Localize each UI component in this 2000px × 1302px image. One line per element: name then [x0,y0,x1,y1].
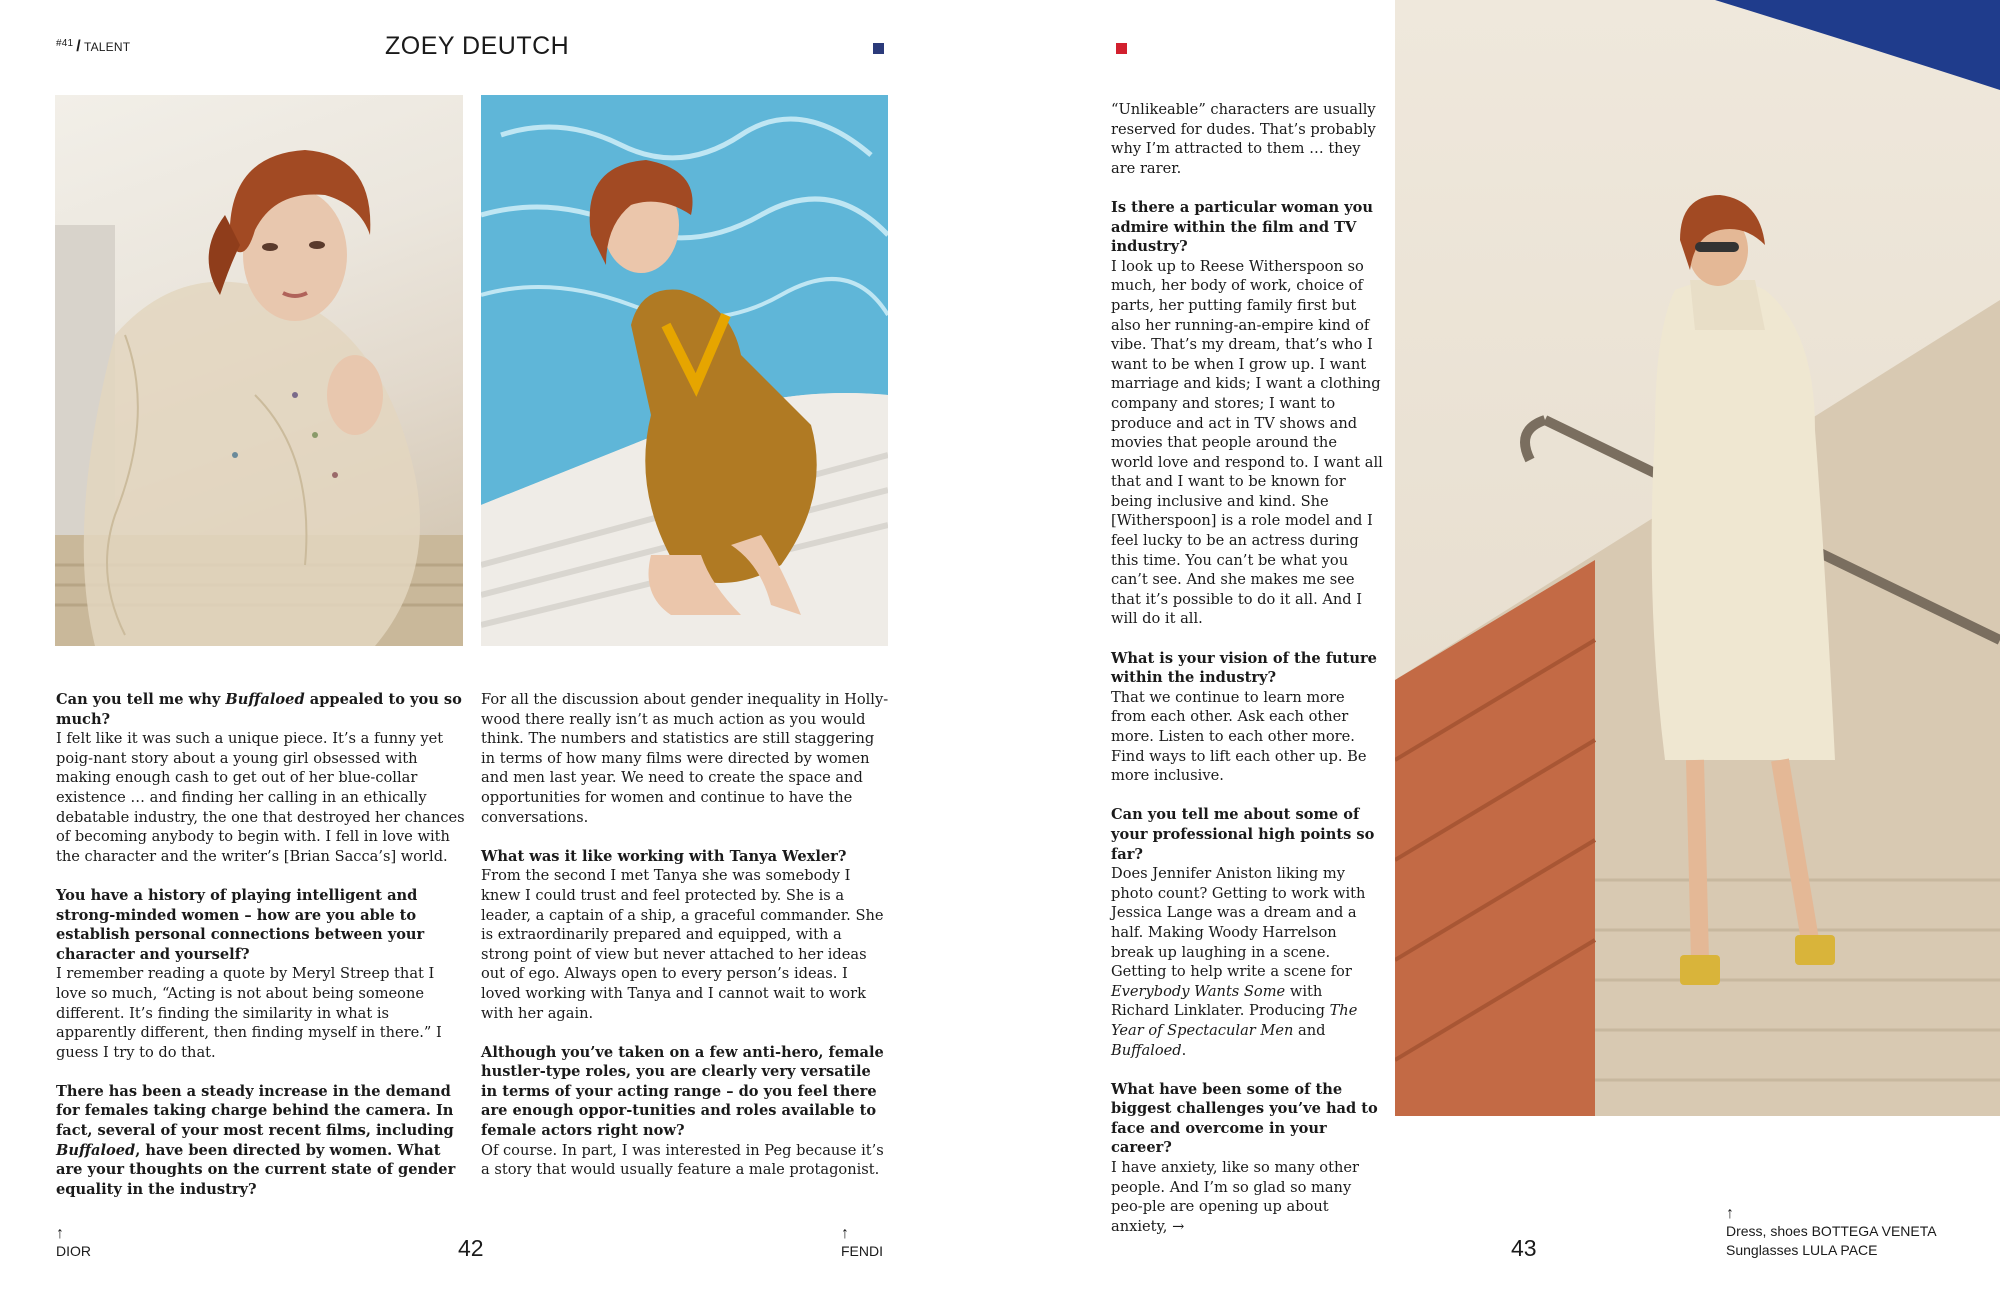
photo-credit-right [1726,1206,1937,1260]
question: You have a history of playing intelligent and strong-minded women – how are you able to establish personal connections between your character and yourself? [56,886,425,963]
issue-section-label [56,38,130,56]
qa-block [481,1043,891,1180]
credit-line: Sunglasses LULA PACE [1726,1242,1878,1258]
qa-block [1111,1080,1383,1237]
question-text: Can you tell me why [56,691,226,708]
article-title: ZOEY DEUTCH [385,32,570,60]
photo-credit-left [56,1226,91,1261]
answer-text: with Richard Linklater. Producing [1111,982,1330,1020]
qa-block [1111,805,1383,1060]
blue-square-marker [873,43,884,54]
answer-text: and [1293,1021,1326,1039]
page-number-right: 43 [1511,1235,1537,1261]
up-arrow-icon: ↑ [56,1225,64,1242]
question-text: , have been directed by women. What are your thoughts on the current state of gender equality in the industry? [56,1141,456,1198]
credit-label: FENDI [841,1243,883,1259]
answer: For all the discussion about gender inequality in Holly-wood there really isn’t as much action as you would think. The numbers and statistics are still staggering in terms of how many films were directed by women and men last year. We need to create the space and opportunities for women and continue to have the conversations. [481,691,889,826]
qa-block [56,886,466,1062]
red-square-marker [1116,43,1127,54]
qa-block [56,1082,466,1200]
answer: I look up to Reese Witherspoon so much, her body of work, choice of parts, her putting family first but also her running-an-empire kind of vibe. That’s my dream, that’s who I want to be when I grow up. I want marriage and kids; I want a clothing company and stores; I want to produce and act in TV shows and movies that people around the world love and respond to. I want all that and I want to be known for being inclusive and kind. She [Witherspoon] is a role model and I feel lucky to be an actress during this time. You can’t be what you can’t see. And she makes me see that it’s possible to do it all. And I will do it all. [1111,257,1383,628]
article-column-3 [1111,100,1383,1256]
credit-label: DIOR [56,1243,91,1259]
film-title: Buffaloed [1111,1041,1182,1059]
article-column-1 [56,690,466,1219]
qa-block [481,847,891,1023]
question-text: There has been a steady increase in the demand for females taking charge behind the camera. In fact, several of your most recent films, including [56,1082,454,1140]
answer-text: Does Jennifer Aniston liking my photo count? Getting to work with Jessica Lange was a dream and a half. Making Woody Harrelson break up laughing in a scene. Getting to help write a scene for [1111,865,1366,981]
answer: Of course. In part, I was interested in Peg because it’s a story that would usually feature a male protagonist. [481,1141,884,1179]
credit-line: Dress, shoes BOTTEGA VENETA [1726,1223,1937,1239]
photo-credit-middle [841,1226,883,1261]
film-title: Buffaloed [225,691,305,708]
up-arrow-icon: ↑ [1726,1205,1734,1222]
article-column-2 [481,690,891,1199]
photo-dior-portrait [55,95,463,646]
up-arrow-icon: ↑ [841,1225,849,1242]
answer: I felt like it was such a unique piece. It’s a funny yet poig-nant story about a young girl obsessed with making enough cash to get out of her blue-collar existence … and finding her calling in an ethically debatable industry, the one that destroyed her chances of becoming anybody to begin with. I fell in love with the character and the writer’s [Brian Sacca’s] world. [56,730,465,865]
issue-slash: / [76,38,81,55]
qa-block [1111,649,1383,786]
photo-fendi-poolside [481,95,888,646]
qa-block [56,690,466,866]
qa-block [1111,100,1383,178]
photo-bottega-stairs [1395,0,2000,1116]
question [56,691,462,728]
issue-number: #41 [56,38,74,49]
photo-fendi-illustration [481,95,888,646]
answer: I remember reading a quote by Meryl Streep that I love so much, “Acting is not about being someone different. It’s finding the similarity in what is apparently different, then finding myself in there.” I guess I try to do that. [56,965,442,1061]
film-title: Everybody Wants Some [1111,982,1286,1000]
question: Although you’ve taken on a few anti-hero, female hustler-type roles, you are clearly very versatile in terms of your acting range – do you feel there are enough oppor-tunities and roles available to female actors right now? [481,1043,884,1140]
page-number-left: 42 [458,1235,484,1261]
photo-dior-illustration [55,95,463,646]
section-name: TALENT [83,40,131,54]
continue-arrow-icon: → [1172,1217,1185,1235]
answer: That we continue to learn more from each other. Ask each other more. Listen to each other more. Find ways to lift each other up. Be more inclusive. [1111,688,1367,785]
answer-text: . [1181,1041,1187,1059]
question: What have been some of the biggest challenges you’ve had to face and overcome in your career? [1111,1080,1378,1157]
photo-bottega-illustration [1395,0,2000,1116]
question: Can you tell me about some of your professional high points so far? [1111,806,1375,863]
question: What was it like working with Tanya Wexler? [481,847,847,865]
film-title: The Year of Spectacular Men [1111,1002,1358,1039]
question [56,1083,455,1198]
question-text: appealed to you so much? [56,691,462,728]
qa-block [481,690,891,827]
question: Is there a particular woman you admire within the film and TV industry? [1111,198,1373,256]
answer: “Unlikeable” characters are usually reserved for dudes. That’s probably why I’m attracted to them … they are rarer. [1111,101,1376,177]
answer [1111,865,1365,1058]
film-title: Buffaloed [56,1141,136,1159]
question: What is your vision of the future within the industry? [1111,649,1377,687]
qa-block [1111,198,1383,629]
answer: I have anxiety, like so many other people. And I’m so glad so many peo-ple are opening up about anxiety, [1111,1159,1359,1235]
answer: From the second I met Tanya she was somebody I knew I could trust and feel protected by. She is a leader, a captain of a ship, a graceful commander. She is extraordinarily prepared and equipped, with a strong point of view but never attached to her ideas out of ego. Always open to every person’s ideas. I loved working with Tanya and I cannot wait to work with her again. [481,867,884,1022]
